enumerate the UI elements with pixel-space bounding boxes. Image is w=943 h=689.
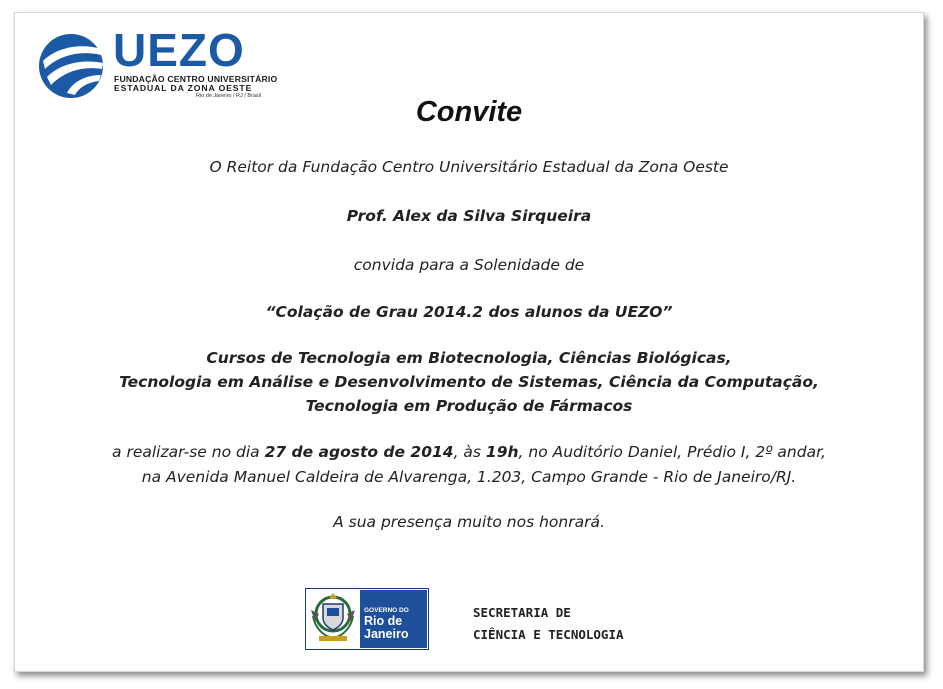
invite-line: convida para a Solenidade de bbox=[353, 256, 585, 274]
logo-subtitle-2: ESTADUAL DA ZONA OESTE bbox=[114, 83, 253, 93]
uezo-wordmark: UEZO bbox=[113, 24, 245, 76]
event-name: “Colação de Grau 2014.2 dos alunos da UEZO” bbox=[265, 303, 673, 321]
courses-line-2: Tecnologia em Análise e Desenvolvimento de Sistemas, Ciência da Computação, bbox=[119, 373, 819, 391]
details-prefix: a realizar-se no dia bbox=[112, 443, 265, 461]
state-name: Rio de Janeiro bbox=[364, 614, 409, 641]
rector-line: O Reitor da Fundação Centro Universitário Estadual da Zona Oeste bbox=[209, 158, 729, 176]
event-address: na Avenida Manuel Caldeira de Alvarenga, 1.203, Campo Grande - Rio de Janeiro/RJ. bbox=[141, 468, 797, 486]
state-coat-of-arms-icon bbox=[307, 590, 359, 648]
event-time: 19h bbox=[485, 443, 519, 461]
event-date: 27 de agosto de 2014 bbox=[264, 443, 454, 461]
closing-line: A sua presença muito nos honrará. bbox=[333, 513, 605, 531]
courses-line-1: Cursos de Tecnologia em Biotecnologia, Ciências Biológicas, bbox=[206, 349, 732, 367]
government-label: GOVERNO DO bbox=[364, 607, 409, 614]
government-seal bbox=[305, 588, 429, 650]
details-suffix: , no Auditório Daniel, Prédio I, 2º andar, bbox=[518, 443, 826, 461]
secretariat-line-2: CIÊNCIA E TECNOLOGIA bbox=[473, 627, 624, 642]
government-label-box bbox=[360, 590, 427, 648]
logo-subtitle-1: FUNDAÇÃO CENTRO UNIVERSITÁRIO bbox=[114, 74, 278, 84]
event-details bbox=[15, 443, 923, 461]
invitation-card bbox=[14, 12, 924, 672]
courses-line-3: Tecnologia em Produção de Fármacos bbox=[305, 397, 633, 415]
uezo-emblem-icon bbox=[37, 33, 107, 99]
logo-location: Rio de Janeiro / RJ / Brasil bbox=[196, 93, 262, 99]
uezo-logo bbox=[37, 24, 278, 103]
rector-name: Prof. Alex da Silva Sirqueira bbox=[346, 207, 592, 225]
details-mid: , às bbox=[453, 443, 486, 461]
secretariat-line-1: SECRETARIA DE bbox=[473, 605, 571, 620]
invitation-title: Convite bbox=[415, 96, 523, 128]
